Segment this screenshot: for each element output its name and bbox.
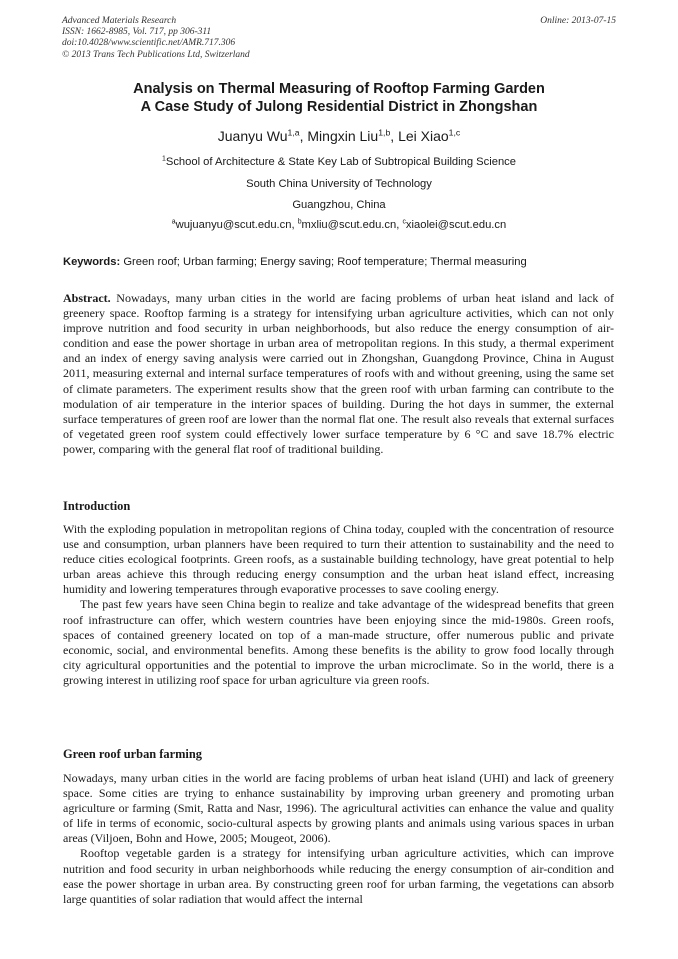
email-link[interactable]: xiaolei@scut.edu.cn — [405, 219, 507, 231]
section-heading-green-roof-urban-farming: Green roof urban farming — [63, 747, 202, 761]
email-link[interactable]: mxliu@scut.edu.cn — [301, 219, 397, 231]
paragraph: Rooftop vegetable garden is a strategy for intensifying urban agriculture activities, which can improve nutrition and food security in urban neighborhoods while reducing the energy consumption of air-condition and ease the power shortage in urban area. By constructing green roof for urban farming, the vegetations can absorb large quantities of solar radiation that would affect the internal — [63, 846, 614, 906]
author-sup: 1,c — [448, 127, 461, 138]
doi-line: doi:10.4028/www.scientific.net/AMR.717.306 — [62, 38, 236, 49]
affiliation-text: School of Architecture & State Key Lab of Subtropical Building Science — [165, 156, 516, 168]
journal-name: Advanced Materials Research — [62, 16, 177, 26]
online-date: Online: 2013-07-15 — [540, 16, 616, 26]
affiliation-line-1 — [40, 155, 638, 169]
email-list: $^a$wujuanyu@scut.edu.cn, $^b$mxliu@scut.edu.cn, $^c$xiaolei@scut.edu.cn — [171, 218, 507, 231]
email-sup: b — [297, 218, 302, 226]
author-name: Juanyu Wu — [217, 128, 288, 144]
email-sup: a — [171, 218, 176, 226]
paragraph: With the exploding population in metropolitan regions of China today, coupled with the concentration of resource use and consumption, urban planners have been required to turn their attention to sustainability and the need to reduce cities ecological footprints. Green roofs, as a sustainable building technology, have great potential to help urban areas achieve this through reducing energy consumption and the urban heat island effect, increasing humidity and lowering temperatures through evaporative processes to save cooling energy. — [63, 522, 614, 597]
keywords — [63, 255, 623, 269]
paper-title — [40, 80, 638, 116]
author-sup: 1,a — [287, 127, 300, 138]
affiliation-sup: 1 — [162, 155, 166, 163]
affiliation-line-3: Guangzhou, China — [292, 199, 386, 211]
title-line-1: Analysis on Thermal Measuring of Rooftop Farming Garden — [133, 81, 545, 97]
keywords-label: Keywords: — [63, 256, 121, 268]
copyright-line: © 2013 Trans Tech Publications Ltd, Switzerland — [62, 49, 250, 60]
email-link[interactable]: wujuanyu@scut.edu.cn — [175, 219, 292, 231]
author-name: Mingxin Liu — [307, 128, 379, 144]
introduction-body — [63, 522, 614, 688]
paragraph: The past few years have seen China begin to realize and take advantage of the widespread benefits that green roof infrastructure can offer, which western countries have been enjoying since the mid-1980s. Green roofs, spaces of contained greenery located on top of a man-made structure, offer numerous public and private economic, social, and environmental benefits. Among these benefits is the ability to grow food locally through city agricultural opportunities and the potential to improve the urban microclimate. So in the world, there is a growing interest in utilizing roof space for urban agriculture via green roofs. — [63, 597, 614, 687]
author-list: Juanyu Wu$^{1,a}$, Mingxin Liu$^{1,b}$, Lei Xiao$^{1,c}$ — [217, 127, 461, 144]
email-sup: c — [402, 218, 406, 226]
affiliation-line-2: South China University of Technology — [246, 178, 432, 190]
abstract-text: Nowadays, many urban cities in the world are facing problems of urban heat island and lack of greenery space. Rooftop farming is a strategy for intensifying urban agriculture activities, which can not only improve nutrition and food security in urban neighborhoods, but also reduce the energy consumption of air-condition and ease the power shortage in urban area of metropolitan regions. In this study, a thermal experiment and an index of energy saving analysis were carried out in Zhongshan, Guangdong Province, China in August 2011, measuring external and internal surface temperatures of roofs with and without greening, using the same set of climate parameters. The experiment results show that the green roof with urban farming can contribute to the modulation of air temperature in the interior spaces of building. During the hot days in summer, the external surface temperatures of green roof are lower than the normal flat one. The result also reveals that external surfaces of vegetated green roof system could effectively lower surface temperature by 6 °C and save 18.7% electric power, comparing with the general flat roof of traditional building. — [63, 291, 614, 456]
section-heading-introduction: Introduction — [63, 499, 131, 513]
author-name: Lei Xiao — [398, 128, 449, 144]
abstract-label: Abstract. — [63, 291, 111, 305]
issn-line: ISSN: 1662-8985, Vol. 717, pp 306-311 — [62, 27, 212, 38]
title-line-2: A Case Study of Julong Residential District in Zhongshan — [140, 99, 538, 115]
journal-header — [62, 16, 616, 61]
paragraph: Nowadays, many urban cities in the world are facing problems of urban heat island (UHI) and lack of greenery space. Some cities are trying to enhance sustainability by improving urban greenery and promoting urban agriculture or farming (Smit, Ratta and Nasr, 1996). The agricultural activities can enhance the value and quality of life in terms of economic, socio-cultural aspects by growing plants and animals using various spaces in urban areas (Viljoen, Bohn and Howe, 2005; Mougeot, 2006). — [63, 771, 614, 846]
green-roof-body — [63, 771, 614, 907]
abstract — [63, 291, 614, 457]
keywords-text: Green roof; Urban farming; Energy saving; Roof temperature; Thermal measuring — [123, 256, 527, 268]
author-sup: 1,b — [378, 127, 391, 138]
